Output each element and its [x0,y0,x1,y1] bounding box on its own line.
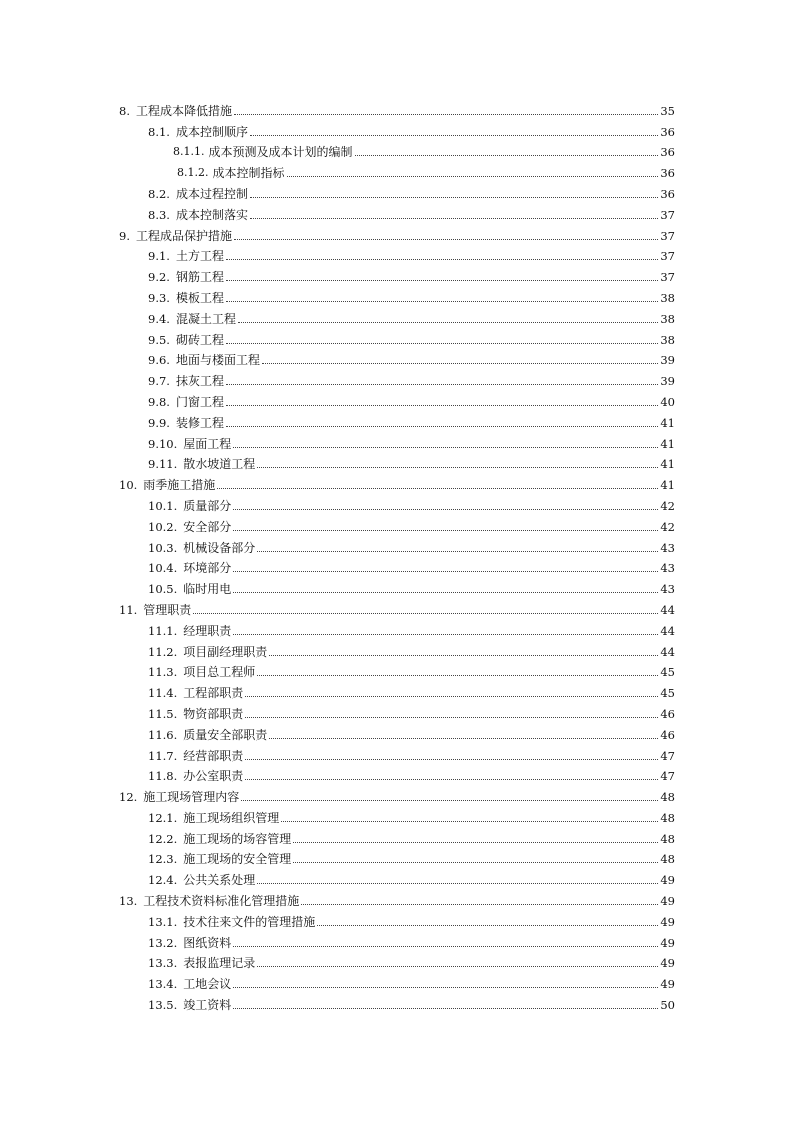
toc-entry[interactable] [119,492,675,513]
toc-entry[interactable] [119,742,675,763]
dot-leader [257,966,658,967]
toc-entry-number: 13.1. [148,914,178,929]
dot-leader [241,800,658,801]
toc-entry-title: 成本控制顺序 [175,124,248,139]
toc-entry[interactable] [119,347,675,368]
toc-entry[interactable] [119,887,675,908]
toc-entry-number: 10.3. [148,540,178,555]
toc-entry-page-number: 45 [660,665,675,680]
toc-entry-number: 8.1. [148,124,170,139]
toc-entry-title: 雨季施工措施 [143,478,216,493]
dot-leader [317,925,658,926]
dot-leader [245,759,658,760]
toc-entry-page-number: 37 [660,207,675,222]
dot-leader [293,862,658,863]
toc-entry-number: 11.6. [148,727,178,742]
toc-entry-title: 质量安全部职责 [183,727,268,742]
dot-leader [226,384,658,385]
toc-entry[interactable] [119,118,675,139]
toc-entry[interactable] [119,263,675,284]
toc-entry-number: 11.7. [148,748,178,763]
toc-entry-number: 10.1. [148,498,178,513]
toc-entry[interactable] [119,534,675,555]
toc-entry[interactable] [119,388,675,409]
toc-entry-page-number: 48 [660,831,675,846]
toc-entry-number: 13. [119,894,138,909]
toc-entry-page-number: 41 [660,436,675,451]
toc-entry-title: 成本过程控制 [175,186,248,201]
dot-leader [226,301,658,302]
toc-entry-number: 11.3. [148,665,178,680]
toc-entry[interactable] [119,555,675,576]
toc-entry-page-number: 47 [660,769,675,784]
toc-entry-page-number: 42 [660,498,675,513]
toc-entry-title: 工程成品保护措施 [135,228,232,243]
toc-entry[interactable] [119,305,675,326]
dot-leader [257,467,658,468]
toc-entry-page-number: 48 [660,810,675,825]
toc-entry-title: 工程部职责 [183,686,244,701]
dot-leader [233,1008,658,1009]
toc-entry-page-number: 47 [660,748,675,763]
dot-leader [226,426,658,427]
toc-entry-number: 11. [119,602,138,617]
toc-entry-number: 11.5. [148,706,178,721]
dot-leader [301,904,658,905]
toc-entry[interactable] [119,451,675,472]
dot-leader [245,696,658,697]
dot-leader [281,821,658,822]
toc-entry-number: 11.1. [148,623,178,638]
toc-entry-page-number: 49 [660,935,675,950]
toc-entry-page-number: 36 [660,166,675,181]
toc-entry[interactable] [119,991,675,1012]
toc-entry-number: 13.5. [148,998,178,1013]
toc-entry-title: 物资部职责 [183,706,244,721]
toc-entry-title: 项目副经理职责 [183,644,268,659]
dot-leader [257,551,658,552]
toc-entry-number: 9.4. [148,311,170,326]
toc-entry-title: 工程成本降低措施 [135,103,232,118]
toc-entry-title: 环境部分 [183,561,232,576]
toc-entry-title: 混凝土工程 [175,311,236,326]
toc-entry-title: 施工现场的安全管理 [183,852,292,867]
toc-entry-page-number: 38 [660,290,675,305]
toc-entry-number: 9.6. [148,353,170,368]
toc-entry-title: 表报监理记录 [183,956,256,971]
dot-leader [233,509,658,510]
toc-entry-page-number: 43 [660,561,675,576]
toc-entry[interactable] [119,825,675,846]
toc-entry[interactable] [119,575,675,596]
dot-leader [233,634,658,635]
toc-entry-number: 8. [119,103,130,118]
toc-entry-page-number: 38 [660,311,675,326]
toc-entry-number: 8.2. [148,186,170,201]
toc-entry-number: 12.1. [148,810,178,825]
toc-entry-title: 模板工程 [175,290,224,305]
dot-leader [250,218,658,219]
toc-entry-title: 项目总工程师 [183,665,256,680]
dot-leader [233,946,658,947]
toc-entry-number: 13.4. [148,977,178,992]
toc-entry-number: 13.3. [148,956,178,971]
dot-leader [234,239,658,240]
toc-entry-title: 土方工程 [175,249,224,264]
dot-leader [233,447,658,448]
toc-entry-page-number: 50 [660,998,675,1013]
toc-entry-title: 临时用电 [183,582,232,597]
table-of-contents [119,97,675,1012]
toc-entry-title: 散水坡道工程 [183,457,256,472]
dot-leader [257,675,658,676]
toc-entry-page-number: 44 [660,602,675,617]
toc-entry[interactable] [119,721,675,742]
toc-entry-page-number: 40 [660,394,675,409]
toc-entry-page-number: 46 [660,706,675,721]
toc-entry-title: 机械设备部分 [183,540,256,555]
toc-entry-number: 9.11. [148,457,178,472]
toc-entry[interactable] [119,596,675,617]
toc-entry-number: 11.2. [148,644,178,659]
toc-entry-page-number: 36 [660,145,675,160]
toc-entry-title: 图纸资料 [183,935,232,950]
dot-leader [238,322,658,323]
toc-entry[interactable] [119,430,675,451]
toc-entry[interactable] [119,617,675,638]
toc-entry-page-number: 49 [660,873,675,888]
toc-entry[interactable] [119,159,675,180]
toc-entry-page-number: 41 [660,457,675,472]
toc-entry[interactable] [119,471,675,492]
toc-entry-page-number: 36 [660,124,675,139]
dot-leader [234,114,658,115]
toc-entry-title: 技术往来文件的管理措施 [183,914,316,929]
toc-entry[interactable] [119,222,675,243]
toc-entry-page-number: 38 [660,332,675,347]
toc-entry-number: 10.4. [148,561,178,576]
toc-entry[interactable] [119,326,675,347]
toc-entry-number: 9.3. [148,290,170,305]
toc-entry-title: 门窗工程 [175,394,224,409]
toc-entry[interactable] [119,243,675,264]
dot-leader [233,987,658,988]
toc-entry-title: 经理职责 [183,623,232,638]
dot-leader [193,613,658,614]
toc-entry-title: 管理职责 [143,602,192,617]
toc-entry-title: 施工现场组织管理 [183,810,280,825]
toc-entry-number: 10.2. [148,519,178,534]
dot-leader [257,883,658,884]
toc-entry[interactable] [119,679,675,700]
toc-entry[interactable] [119,638,675,659]
toc-entry-page-number: 37 [660,228,675,243]
toc-entry-page-number: 35 [660,103,675,118]
dot-leader [293,842,658,843]
toc-entry-title: 成本控制落实 [175,207,248,222]
toc-entry-page-number: 45 [660,686,675,701]
toc-entry-number: 9.2. [148,270,170,285]
toc-entry[interactable] [119,908,675,929]
toc-entry-title: 成本控制指标 [212,166,285,181]
toc-entry-title: 竣工资料 [183,998,232,1013]
toc-entry-page-number: 44 [660,623,675,638]
toc-entry-title: 经营部职责 [183,748,244,763]
toc-entry-page-number: 42 [660,519,675,534]
toc-entry-number: 8.3. [148,207,170,222]
toc-entry-page-number: 39 [660,353,675,368]
toc-entry-number: 13.2. [148,935,178,950]
dot-leader [217,488,658,489]
dot-leader [287,176,659,177]
toc-entry-title: 抹灰工程 [175,374,224,389]
dot-leader [269,655,658,656]
toc-entry[interactable] [119,846,675,867]
toc-entry[interactable] [119,950,675,971]
toc-entry-page-number: 49 [660,914,675,929]
toc-entry-page-number: 37 [660,249,675,264]
toc-entry-page-number: 48 [660,790,675,805]
toc-entry[interactable] [119,284,675,305]
toc-entry[interactable] [119,783,675,804]
dot-leader [226,343,658,344]
toc-entry-number: 9.1. [148,249,170,264]
toc-entry-title: 施工现场的场容管理 [183,831,292,846]
toc-entry[interactable] [119,804,675,825]
toc-entry-number: 9.5. [148,332,170,347]
toc-entry-number: 8.1.1. [173,145,205,159]
dot-leader [250,197,658,198]
toc-entry-number: 8.1.2. [177,166,209,180]
toc-entry-page-number: 43 [660,540,675,555]
toc-entry[interactable] [119,866,675,887]
toc-entry-number: 12.2. [148,831,178,846]
toc-entry[interactable] [119,201,675,222]
toc-entry[interactable] [119,139,675,160]
toc-entry-page-number: 48 [660,852,675,867]
toc-entry-number: 10.5. [148,582,178,597]
toc-entry[interactable] [119,700,675,721]
dot-leader [250,135,658,136]
dot-leader [226,405,658,406]
toc-entry-title: 工地会议 [183,977,232,992]
toc-entry-title: 屋面工程 [183,436,232,451]
dot-leader [245,779,658,780]
toc-entry[interactable] [119,367,675,388]
toc-entry-title: 质量部分 [183,498,232,513]
toc-entry-number: 12.4. [148,873,178,888]
toc-entry-page-number: 41 [660,478,675,493]
dot-leader [226,259,658,260]
toc-entry-number: 12. [119,790,138,805]
dot-leader [233,571,658,572]
dot-leader [245,717,658,718]
toc-entry-number: 11.8. [148,769,178,784]
toc-entry[interactable] [119,513,675,534]
toc-entry-page-number: 37 [660,270,675,285]
toc-entry-page-number: 49 [660,956,675,971]
dot-leader [355,155,659,156]
toc-entry-page-number: 39 [660,374,675,389]
toc-entry-page-number: 36 [660,186,675,201]
toc-entry-page-number: 43 [660,582,675,597]
toc-entry[interactable] [119,970,675,991]
toc-entry-page-number: 46 [660,727,675,742]
toc-entry-title: 安全部分 [183,519,232,534]
toc-entry-page-number: 49 [660,977,675,992]
dot-leader [262,363,658,364]
toc-entry-title: 地面与楼面工程 [175,353,260,368]
toc-entry[interactable] [119,409,675,430]
toc-entry-title: 工程技术资料标准化管理措施 [143,894,300,909]
toc-entry-number: 12.3. [148,852,178,867]
toc-entry-number: 9. [119,228,130,243]
dot-leader [226,280,658,281]
toc-entry-title: 装修工程 [175,415,224,430]
toc-entry-number: 9.9. [148,415,170,430]
toc-entry-title: 施工现场管理内容 [143,790,240,805]
toc-entry[interactable] [119,180,675,201]
toc-entry-title: 公共关系处理 [183,873,256,888]
dot-leader [233,592,658,593]
toc-entry-number: 9.10. [148,436,178,451]
toc-entry[interactable] [119,97,675,118]
toc-entry[interactable] [119,929,675,950]
dot-leader [233,530,658,531]
toc-entry-page-number: 44 [660,644,675,659]
toc-entry-number: 10. [119,478,138,493]
toc-entry-title: 办公室职责 [183,769,244,784]
toc-entry-number: 9.8. [148,394,170,409]
toc-entry-page-number: 41 [660,415,675,430]
toc-entry-page-number: 49 [660,894,675,909]
dot-leader [269,738,658,739]
toc-entry-title: 钢筋工程 [175,270,224,285]
toc-entry-title: 砌砖工程 [175,332,224,347]
toc-entry[interactable] [119,659,675,680]
toc-entry-number: 11.4. [148,686,178,701]
toc-entry[interactable] [119,763,675,784]
toc-entry-number: 9.7. [148,374,170,389]
toc-entry-title: 成本预测及成本计划的编制 [208,145,353,160]
